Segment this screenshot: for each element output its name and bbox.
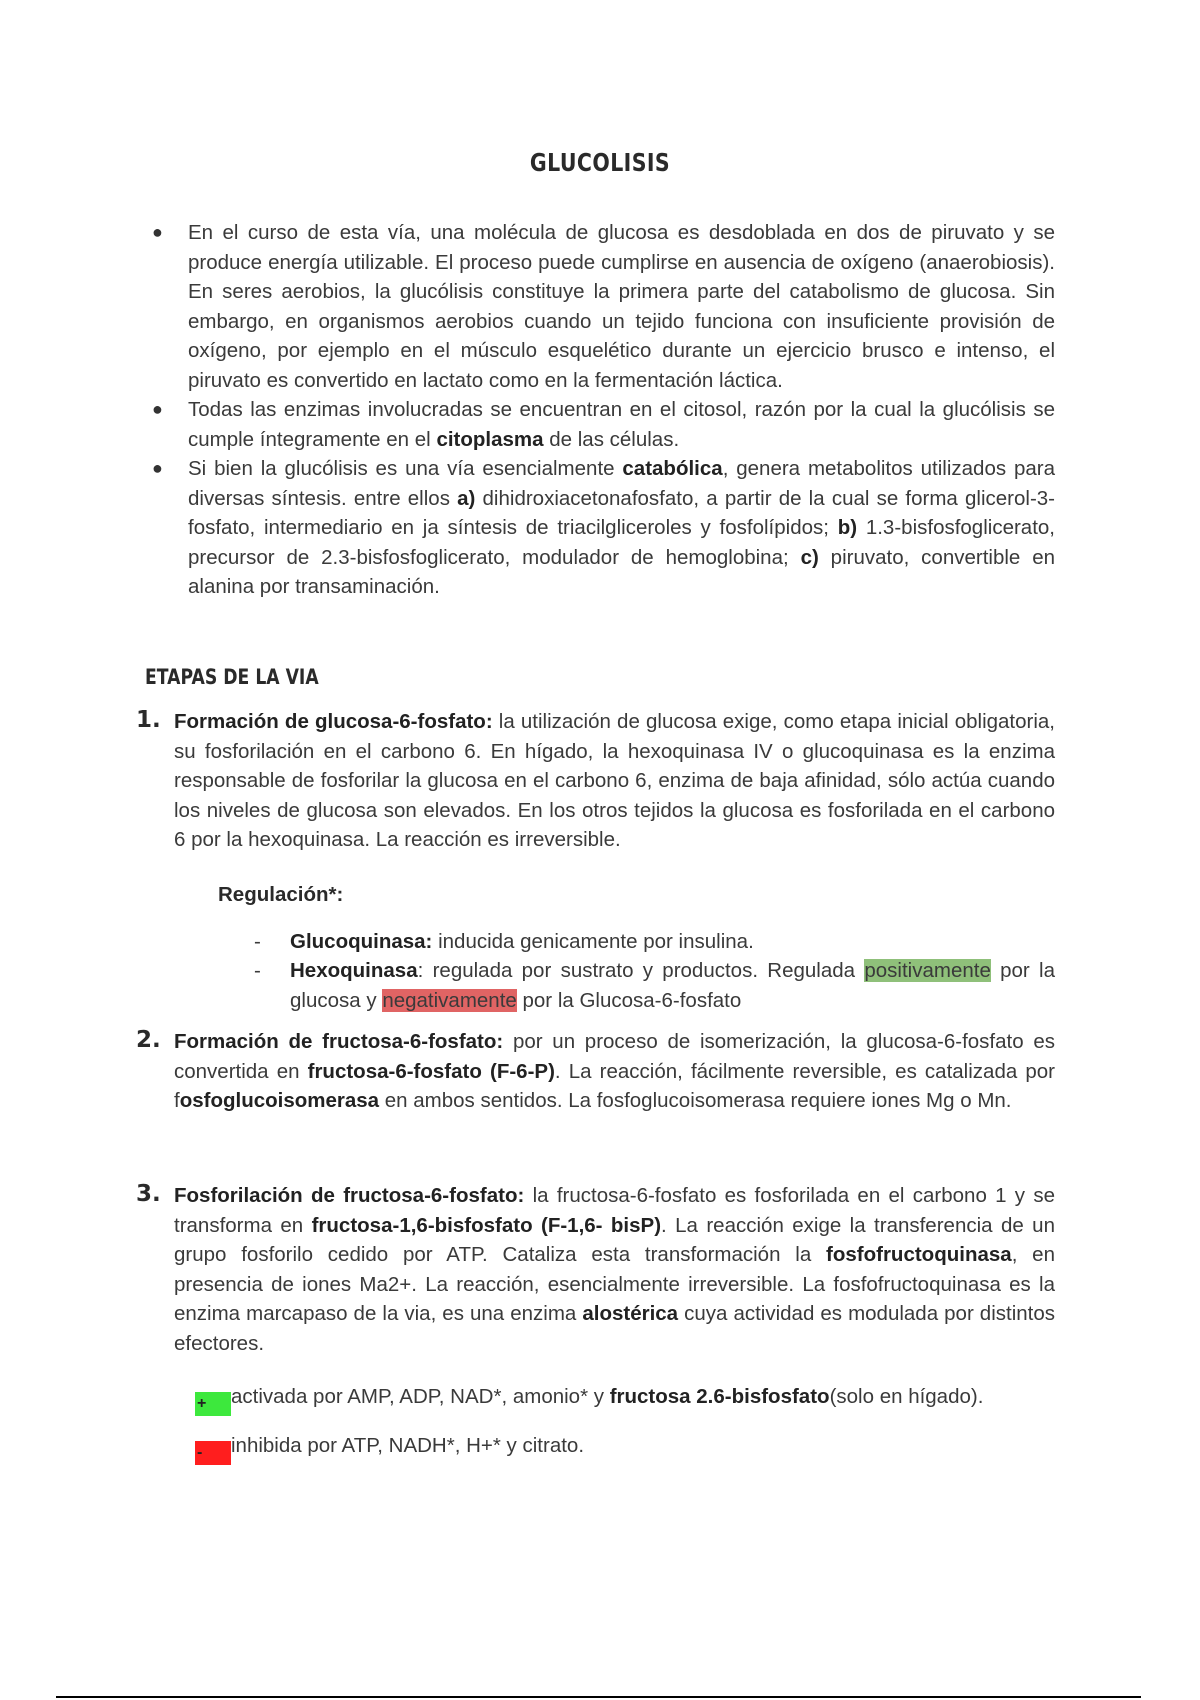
- regulation-item-hexoquinasa: - Hexoquinasa: regulada por sustrato y productos. Regulada positivamente por la glucosa y negativamente por la Glucosa-6-fosfato: [290, 956, 1055, 1015]
- bullet-item: ● En el curso de esta vía, una molécula de glucosa es desdoblada en dos de piruvato y se produce energía utilizable. El proceso puede cumplirse en ausencia de oxígeno (anaerobiosis). En seres aerobios, la glucólisis constituye la primera parte del catabolismo de glucosa. Sin embargo, en organismos aerobios cuando un tejido funciona con insuficiente provisión de oxígeno, por ejemplo en el músculo esquelético durante un ejercicio brusco e intenso, el piruvato es convertido en lactato como en la fermentación láctica.: [188, 218, 1055, 395]
- step-number: 2.: [136, 1027, 161, 1053]
- bullet-icon: ●: [152, 222, 163, 242]
- bullet-item: ● Todas las enzimas involucradas se encuentran en el citosol, razón por la cual la glucólisis se cumple íntegramente en el citoplasma de las células.: [188, 395, 1055, 454]
- plus-icon: +: [195, 1392, 231, 1416]
- step-heading: Formación de fructosa-6-fosfato:: [174, 1030, 504, 1053]
- page-bottom-rule: [56, 1696, 1141, 1698]
- page-title: GLUCOLISIS: [529, 148, 671, 177]
- bullet-item: ● Si bien la glucólisis es una vía esencialmente catabólica, genera metabolitos utilizados para diversas síntesis. entre ellos a) dihidroxiacetonafosfato, a partir de la cual se forma glicerol-3-fosfato, intermediario en ja síntesis de triacilgliceroles y fosfolípidos; b) 1.3-bisfosfoglicerato, precursor de 2.3-bisfosfoglicerato, modulador de hemoglobina; c) piruvato, convertible en alanina por transaminación.: [188, 454, 1055, 602]
- step-heading: Formación de glucosa-6-fosfato:: [174, 710, 493, 733]
- regulation-item-glucoquinasa: - Glucoquinasa: inducida genicamente por insulina.: [290, 927, 1055, 957]
- step-number: 1.: [136, 707, 161, 733]
- highlight-positive: positivamente: [864, 959, 991, 982]
- dash-icon: -: [254, 959, 261, 982]
- bullet-icon: ●: [152, 399, 163, 419]
- step-2: 2. Formación de fructosa-6-fosfato: por un proceso de isomerización, la glucosa-6-fosfato es convertida en fructosa-6-fosfato (F-6-P). La reacción, fácilmente reversible, es catalizada por fosfoglucoisomerasa en ambos sentidos. La fosfoglucoisomerasa requiere iones Mg o Mn.: [136, 1027, 1055, 1112]
- inhibitors-line: - inhibida por ATP, NADH*, H+* y citrato.: [195, 1431, 584, 1465]
- step-1: 1. Formación de glucosa-6-fosfato: la utilización de glucosa exige, como etapa inicial obligatoria, su fosforilación en el carbono 6. En hígado, la hexoquinasa IV o glucoquinasa es la enzima responsable de fosforilar la glucosa en el carbono 6, enzima de baja afinidad, sólo actúa cuando los niveles de glucosa son elevados. En los otros tejidos la glucosa es fosforilada en el carbono 6 por la hexoquinasa. La reacción es irreversible.: [136, 707, 1056, 851]
- bullet-icon: ●: [152, 458, 163, 478]
- step-number: 3.: [136, 1181, 161, 1207]
- activators-line: + activada por AMP, ADP, NAD*, amonio* y fructosa 2.6-bisfosfato(solo en hígado).: [195, 1382, 983, 1416]
- section-title: ETAPAS DE LA VIA: [145, 665, 319, 689]
- minus-icon: -: [195, 1441, 231, 1465]
- highlight-negative: negativamente: [382, 988, 517, 1012]
- dash-icon: -: [254, 930, 261, 953]
- step-3: 3. Fosforilación de fructosa-6-fosfato: la fructosa-6-fosfato es fosforilada en el carbono 1 y se transforma en fructosa-1,6-bisfosfato (F-1,6- bisP). La reacción exige la transferencia de un grupo fosforilo cedido por ATP. Cataliza esta transformación la fosfofructoquinasa, en presencia de iones Ma2+. La reacción, esencialmente irreversible. La fosfofructoquinasa es la enzima marcapaso de la via, es una enzima alostérica cuya actividad es modulada por distintos efectores.: [136, 1181, 1055, 1355]
- intro-bullet-list: [152, 218, 1055, 602]
- regulation-label: Regulación*:: [218, 883, 344, 906]
- step-heading: Fosforilación de fructosa-6-fosfato:: [174, 1184, 525, 1207]
